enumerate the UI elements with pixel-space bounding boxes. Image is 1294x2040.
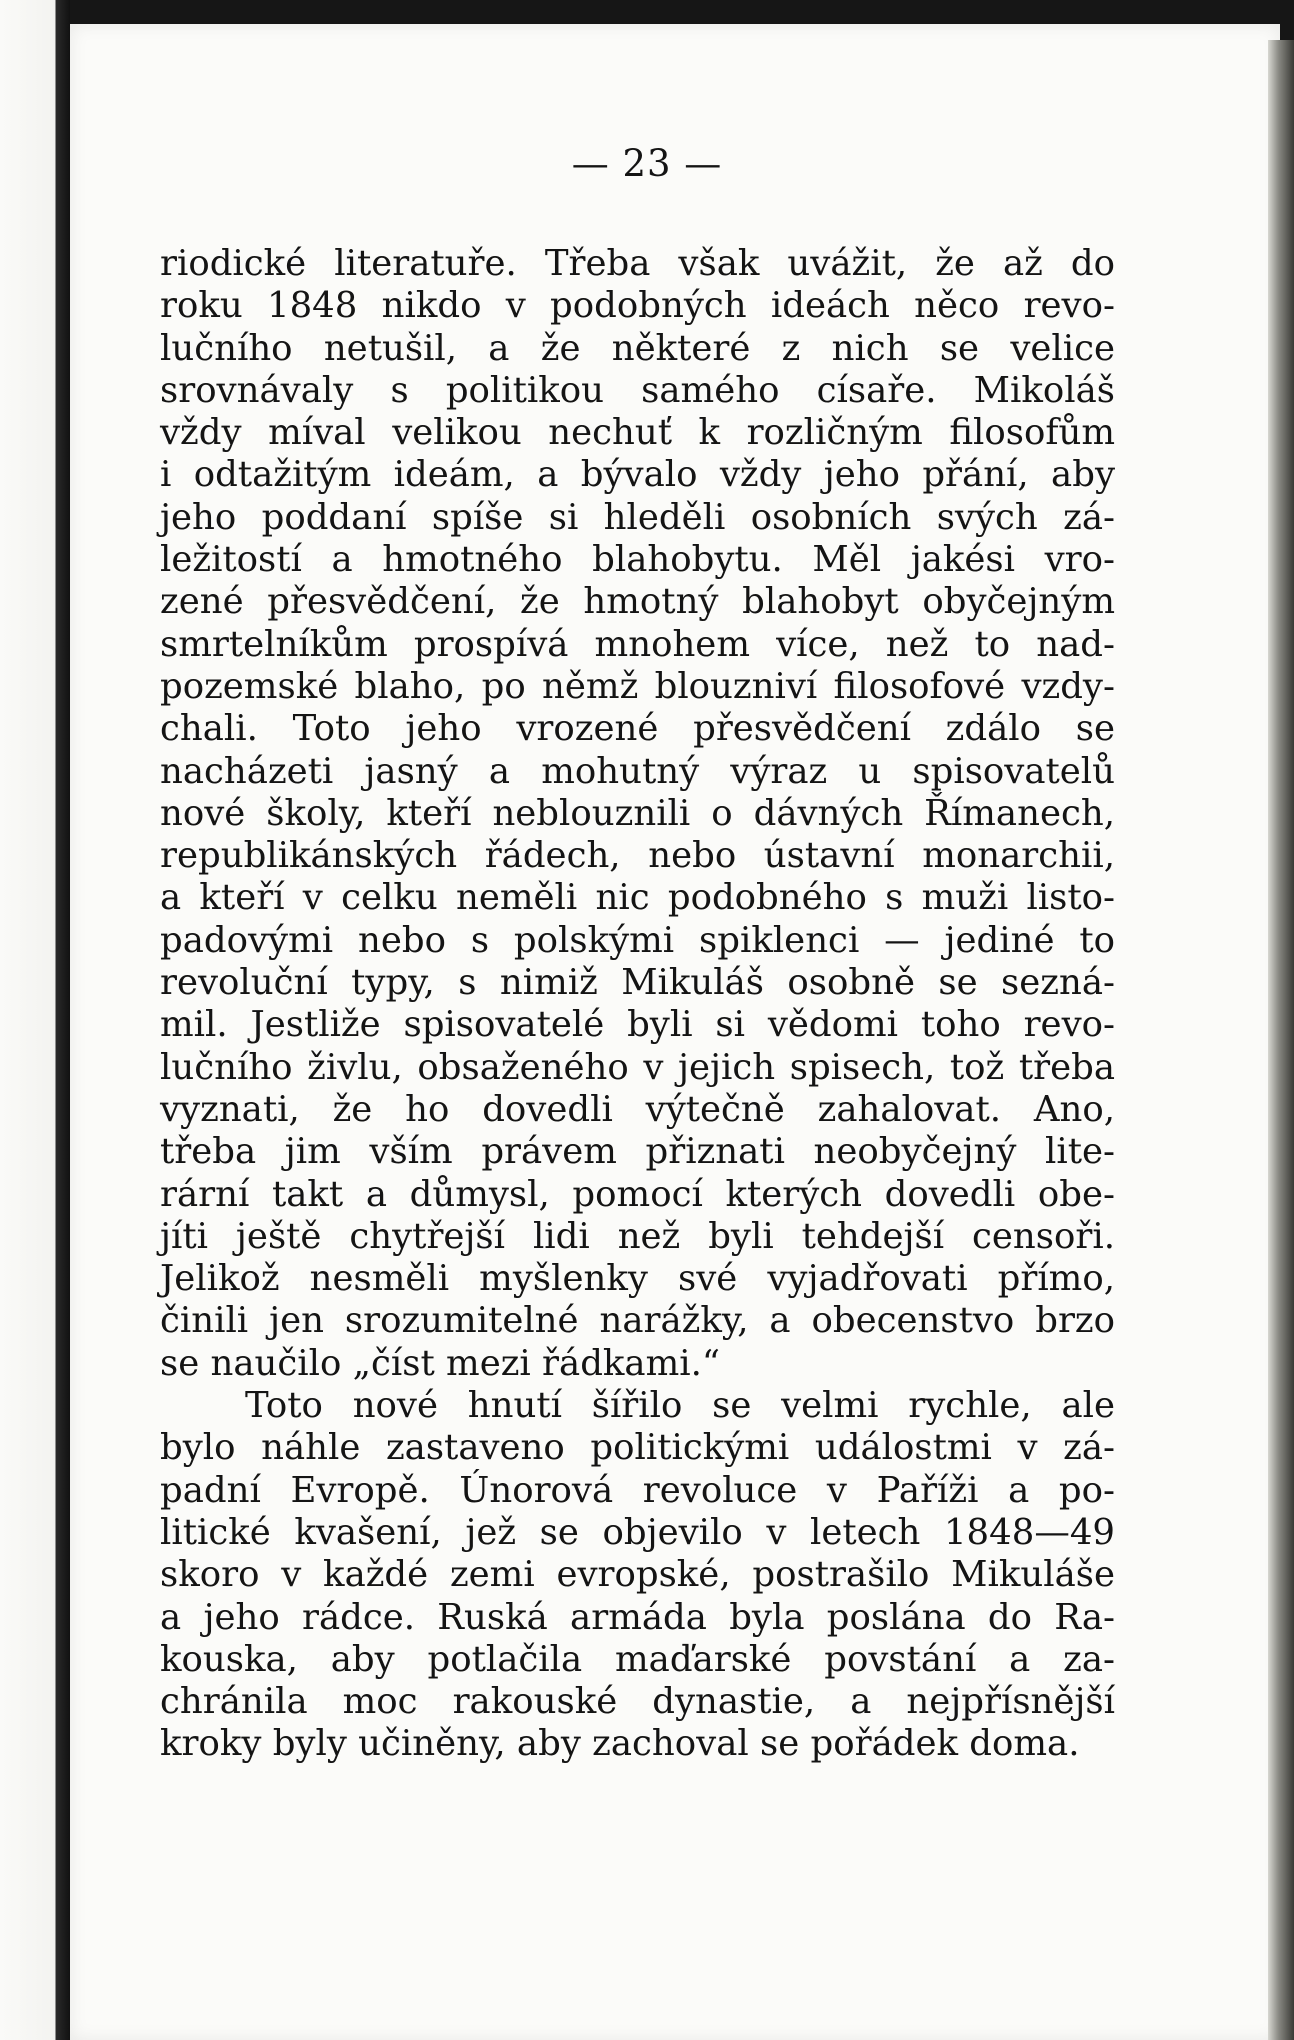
text-line: bylo náhle zastaveno politickými událostmi v zá- [160,1427,1115,1469]
text-line: chali. Toto jeho vrozené přesvědčení zdálo se [160,708,1115,750]
text-line: jeho poddaní spíše si hleděli osobních svých zá- [160,496,1115,538]
text-line: skoro v každé zemi evropské, postrašilo Mikuláše [160,1554,1115,1596]
text-line: nové školy, kteří neblouznili o dávných Římanech, [160,792,1115,834]
text-line: lučního netušil, a že některé z nich se velice [160,327,1115,369]
text-line: litické kvašení, jež se objevilo v letech 1848—49 [160,1511,1115,1553]
text-line: chránila moc rakouské dynastie, a nejpřísnější [160,1681,1115,1723]
text-line: padní Evropě. Únorová revoluce v Paříži a po- [160,1469,1115,1511]
text-line: Jelikož nesměli myšlenky své vyjadřovati přímo, [160,1258,1115,1300]
text-line: roku 1848 nikdo v podobných ideách něco revo- [160,285,1115,327]
paragraph [160,243,1115,1385]
text-line: vyznati, že ho dovedli výtečně zahalovat. Ano, [160,1088,1115,1130]
text-line: a kteří v celku neměli nic podobného s muži listo- [160,877,1115,919]
text-line: srovnávaly s politikou samého císaře. Mikoláš [160,369,1115,411]
text-line: republikánských řádech, nebo ústavní monarchii, [160,835,1115,877]
paragraph [160,1385,1115,1766]
text-line: pozemské blaho, po němž blouzniví filosofové vzdy- [160,665,1115,707]
text-line: se naučilo „číst mezi řádkami.“ [160,1342,721,1384]
text-line: zené přesvědčení, že hmotný blahobyt obyčejným [160,581,1115,623]
text-line: Toto nové hnutí šířilo se velmi rychle, ale [245,1385,1115,1427]
text-line: i odtažitým ideám, a bývalo vždy jeho přání, aby [160,454,1115,496]
text-line: riodické literatuře. Třeba však uvážit, že až do [160,243,1115,284]
body-text [160,243,1115,1766]
text-line: třeba jim vším právem přiznati neobyčejný lite- [160,1131,1115,1173]
text-line: padovými nebo s polskými spiklenci — jediné to [160,919,1115,961]
text-line: vždy míval velikou nechuť k rozličným filosofům [160,412,1115,454]
text-line: nacházeti jasný a mohutný výraz u spisovatelů [160,750,1115,792]
text-line: a jeho rádce. Ruská armáda byla poslána do Ra- [160,1596,1115,1638]
page-number: — 23 — [571,142,723,185]
left-page-edge [0,0,70,2040]
text-line: jíti ještě chytřejší lidi než byli tehdejší censoři. [160,1215,1115,1257]
text-line: kroky byly učiněny, aby zachoval se pořádek doma. [160,1723,1080,1765]
text-line: rární takt a důmysl, pomocí kterých dovedli obe- [160,1173,1115,1215]
text-line: činili jen srozumitelné narážky, a obecenstvo brzo [160,1300,1115,1342]
text-line: lučního živlu, obsaženého v jejich spisech, tož třeba [160,1046,1115,1088]
text-line: smrtelníkům prospívá mnohem více, než to nad- [160,623,1115,665]
text-line: kouska, aby potlačila maďarské povstání a za- [160,1638,1115,1680]
text-line: mil. Jestliže spisovatelé byli si vědomi toho revo- [160,1004,1115,1046]
text-line: ležitostí a hmotného blahobytu. Měl jakési vro- [160,539,1115,581]
text-line: revoluční typy, s nimiž Mikuláš osobně se sezná- [160,962,1115,1004]
binding-shadow [1268,40,1294,2040]
